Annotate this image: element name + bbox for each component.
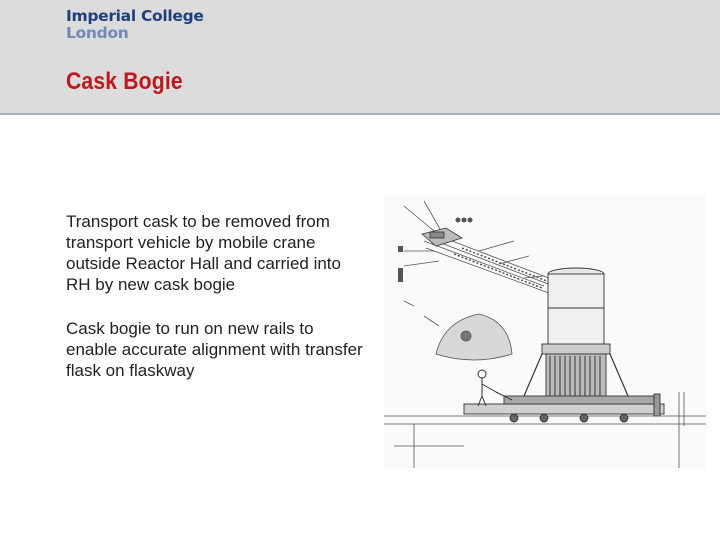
paragraph-cask-bogie-rails: Cask bogie to run on new rails to enable accurate alignment with transfer flask on flaskway: [66, 319, 363, 380]
cask-bogie-drawing: [384, 196, 706, 468]
cask-bogie-illustration: [384, 196, 706, 468]
paragraph-transport-cask: Transport cask to be removed from transport vehicle by mobile crane outside Reactor Hall and carried into RH by new cask bogie: [66, 212, 341, 294]
slide-body: [66, 211, 366, 404]
logo-line-2: London: [66, 23, 129, 42]
logo-line-1: Imperial College: [66, 7, 204, 25]
slide-title: Cask Bogie: [66, 68, 183, 95]
imperial-college-logo: [66, 9, 204, 41]
